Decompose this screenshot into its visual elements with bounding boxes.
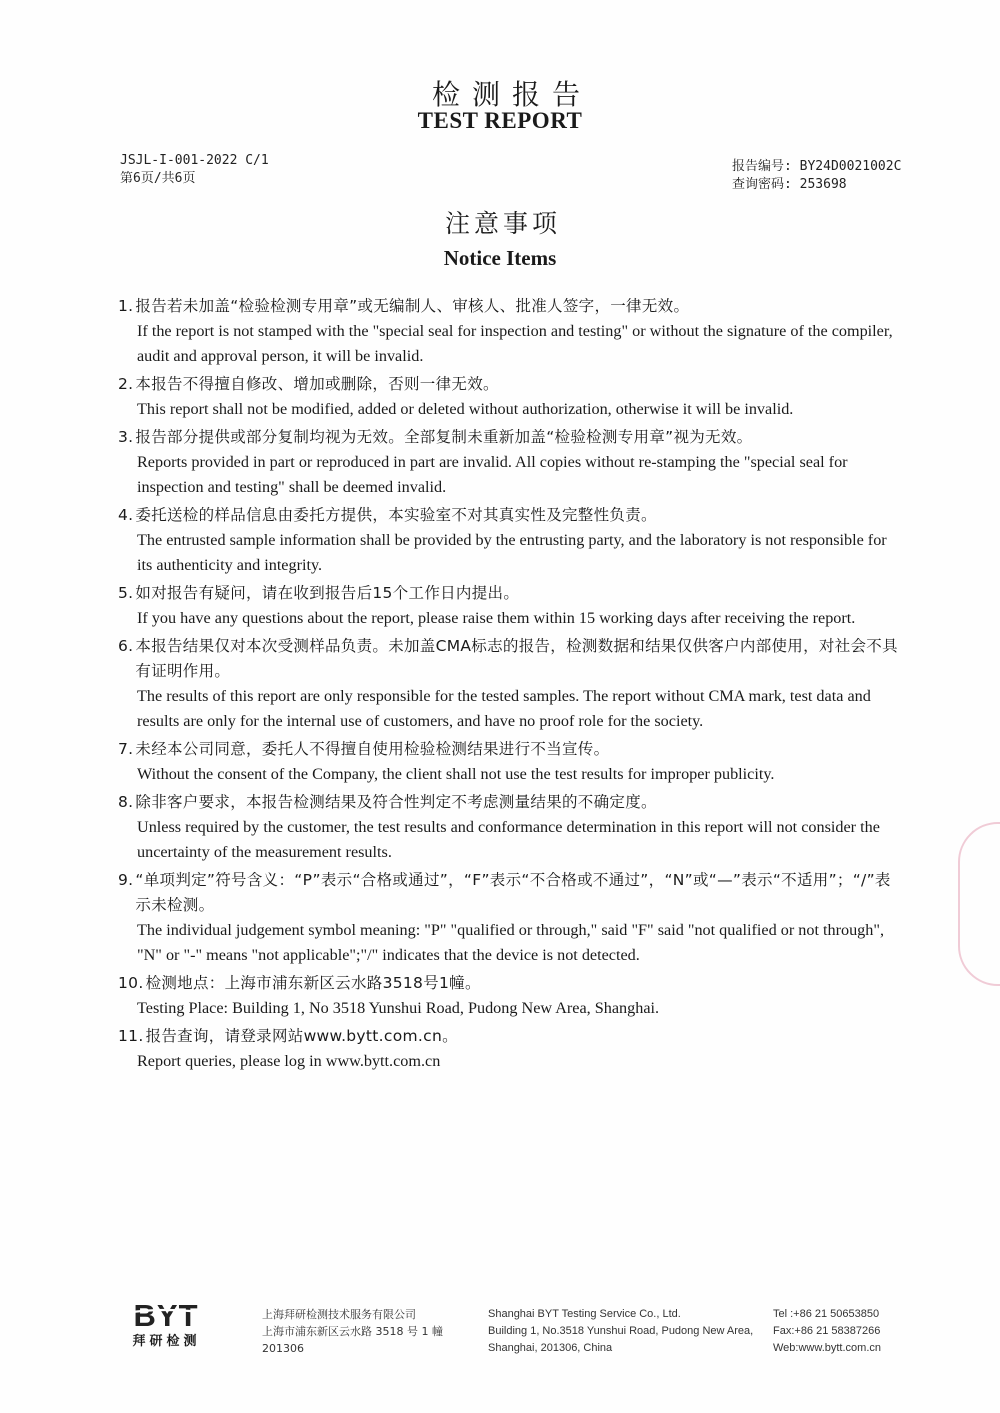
item-text-cn: 报告部分提供或部分复制均视为无效。全部复制未重新加盖“检验检测专用章”视为无效。 [135,428,753,446]
item-number: 8. [118,793,134,811]
item-text-en: The results of this report are only responsible for the tested samples. The report without CMA mark, test data and results are only for the internal use of customers, and have no proof role for the society. [137,687,871,730]
logo-text: BYT [133,1300,199,1330]
item-text-cn: 报告若未加盖“检验检测专用章”或无编制人、审核人、批准人签字，一律无效。 [135,297,690,315]
item-text-en: The individual judgement symbol meaning: "P" "qualified or through," said "F" said "not qualified or not through", "N" or "-" means "not applicable";"/" indicates that the device is not detected. [137,921,885,964]
item-text-cn: 除非客户要求，本报告检测结果及符合性判定不考虑测量结果的不确定度。 [135,793,657,811]
item-number: 9. [118,871,134,889]
company-name-cn: 上海拜研检测技术服务有限公司 [262,1308,416,1321]
company-address-en-line2: Shanghai, 201306, China [488,1342,613,1354]
logo-name: 拜研检测 [132,1334,201,1349]
notice-list [118,294,900,1077]
item-text-cn: 本报告结果仅对本次受测样品负责。未加盖CMA标志的报告，检测数据和结果仅供客户内部使用，对社会不具有证明作用。 [135,637,898,680]
item-text-en: If you have any questions about the report, please raise them within 15 working days after receiving the report. [137,609,856,627]
item-number: 11. [118,1027,144,1045]
footer-address-cn [262,1306,443,1357]
notice-item [118,737,900,787]
doc-meta-right [732,158,901,194]
notice-item [118,372,900,422]
item-number: 5. [118,584,134,602]
item-text-en: Unless required by the customer, the test results and conformance determination in this report will not consider the uncertainty of the measurement results. [137,818,880,861]
contact-fax: Fax:+86 21 58387266 [773,1325,881,1337]
notice-item [118,868,900,968]
byt-logo-icon [114,1300,219,1330]
notice-item [118,294,900,369]
item-text-en: This report shall not be modified, added or deleted without authorization, otherwise it will be invalid. [137,400,794,418]
notice-item [118,503,900,578]
item-text-cn: 如对报告有疑问，请在收到报告后15个工作日内提出。 [135,584,520,602]
footer-contact [773,1306,881,1357]
contact-tel: Tel :+86 21 50653850 [773,1308,880,1320]
item-number: 6. [118,637,134,655]
item-text-cn: 委托送检的样品信息由委托方提供，本实验室不对其真实性及完整性负责。 [135,506,657,524]
title-en: TEST REPORT [417,108,583,133]
company-address-cn: 上海市浦东新区云水路 3518 号 1 幢 [262,1325,443,1338]
report-number: 报告编号: BY24D0021002C [732,159,902,174]
company-postcode: 201306 [262,1342,304,1355]
notice-title-en: Notice Items [443,246,557,270]
doc-code: JSJL-I-001-2022 C/1 [120,153,269,168]
company-logo [114,1300,219,1349]
title-cn: 检测报告 [431,78,592,111]
item-text-en: Without the consent of the Company, the client shall not use the test results for improper publicity. [137,765,775,783]
item-text-cn: 本报告不得擅自修改、增加或删除，否则一律无效。 [135,375,499,393]
item-number: 3. [118,428,134,446]
company-name-en: Shanghai BYT Testing Service Co., Ltd. [488,1308,681,1320]
query-code: 查询密码: 253698 [732,177,847,192]
page-info: 第6页/共6页 [120,171,196,186]
item-text-en: The entrusted sample information shall be provided by the entrusting party, and the laboratory is not responsible for its authenticity and integrity. [137,531,887,574]
item-number: 2. [118,375,134,393]
notice-item [118,425,900,500]
item-text-cn: 检测地点：上海市浦东新区云水路3518号1幢。 [145,974,481,992]
notice-item [118,971,900,1021]
contact-web: Web:www.bytt.com.cn [773,1342,881,1354]
item-text-cn: 未经本公司同意，委托人不得擅自使用检验检测结果进行不当宣传。 [135,740,610,758]
company-address-en-line1: Building 1, No.3518 Yunshui Road, Pudong New Area, [488,1325,754,1337]
item-number: 10. [118,974,144,992]
doc-meta-left [120,152,269,188]
item-text-cn: “单项判定”符号含义：“P”表示“合格或通过”，“F”表示“不合格或不通过”，“N”或“—”表示“不适用”；“/”表示未检测。 [135,871,891,914]
notice-title-cn: 注意事项 [444,209,561,238]
item-text-en: Reports provided in part or reproduced in part are invalid. All copies without re-stamping the "special seal for inspection and testing" shall be deemed invalid. [137,453,848,496]
item-number: 4. [118,506,134,524]
item-text-en: If the report is not stamped with the "special seal for inspection and testing" or without the signature of the compiler, audit and approval person, it will be invalid. [137,322,893,365]
notice-item [118,1024,900,1074]
item-text-en: Testing Place: Building 1, No 3518 Yunshui Road, Pudong New Area, Shanghai. [137,999,660,1017]
item-text-en: Report queries, please log in www.bytt.com.cn [137,1052,441,1070]
item-text-cn: 报告查询，请登录网站www.bytt.com.cn。 [145,1027,458,1045]
item-number: 1. [118,297,134,315]
notice-item [118,634,900,734]
notice-item [118,790,900,865]
item-number: 7. [118,740,134,758]
partial-seal-stamp [958,822,1000,986]
notice-item [118,581,900,631]
footer-address-en [488,1306,753,1357]
